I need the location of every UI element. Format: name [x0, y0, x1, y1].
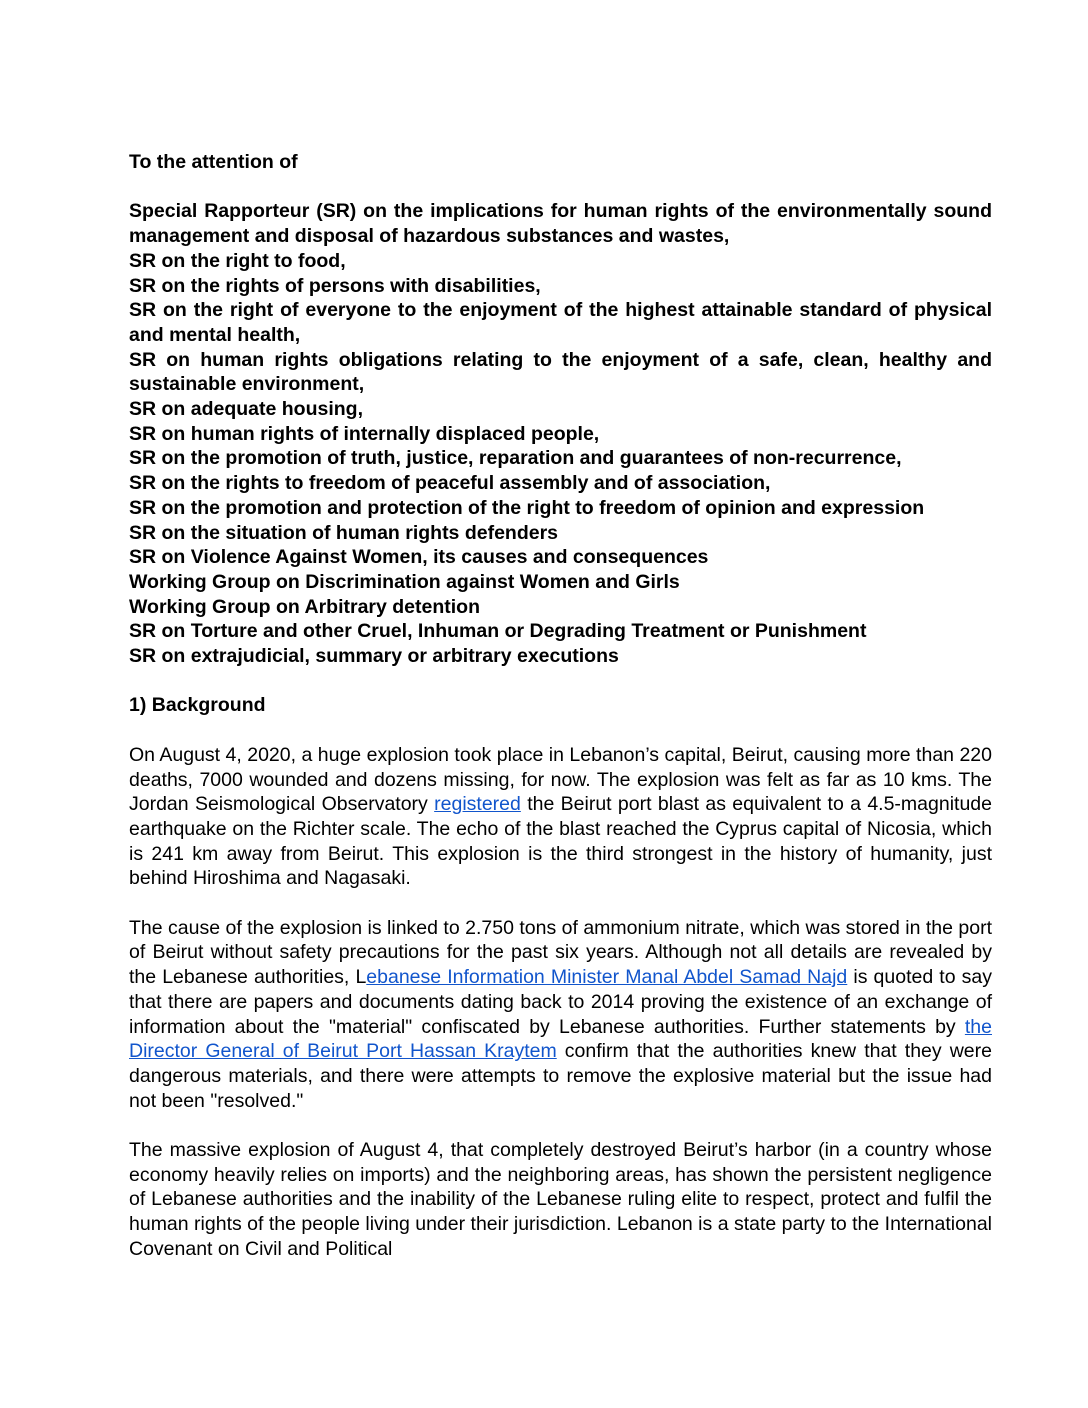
inline-link[interactable]: ebanese Information Minister Manal Abdel Samad Najd	[366, 966, 848, 989]
body-paragraph	[129, 743, 992, 891]
paragraph-text: is quoted to say that there are papers and documents dating back to 2014 proving the existence of an exchange of information about the "material" confiscated by Lebanese authorities. Further statements by	[129, 966, 992, 1038]
recipient-line: Working Group on Arbitrary detention	[129, 595, 480, 618]
recipient-line: SR on the right of everyone to the enjoyment of the highest attainable standard of physical and mental health,	[129, 299, 992, 346]
recipient-line: SR on extrajudicial, summary or arbitrary executions	[129, 645, 619, 668]
body-paragraphs	[129, 743, 992, 1262]
salutation: To the attention of	[129, 151, 298, 173]
recipient-line: SR on the rights to freedom of peaceful assembly and of association,	[129, 472, 771, 495]
recipient-line: SR on the right to food,	[129, 249, 346, 272]
paragraph-text: confirm that the authorities knew that they were dangerous materials, and there were attempts to remove the explosive material but the issue had not been "resolved."	[129, 1040, 992, 1112]
recipient-line: SR on the promotion of truth, justice, reparation and guarantees of non-recurrence,	[129, 447, 902, 470]
recipient-line: SR on the promotion and protection of the right to freedom of opinion and expression	[129, 496, 925, 519]
recipient-line: SR on the situation of human rights defenders	[129, 521, 559, 544]
recipient-line: Working Group on Discrimination against Women and Girls	[129, 570, 680, 593]
section-heading: 1) Background	[129, 694, 266, 717]
body-paragraph	[129, 916, 992, 1114]
recipients-list	[129, 199, 992, 668]
paragraph-text: the Beirut port blast as equivalent to a 4.5-magnitude earthquake on the Richter scale. The echo of the blast reached the Cyprus capital of Nicosia, which is 241 km away from Beirut. This explosion is the third strongest in the history of humanity, just behind Hiroshima and Nagasaki.	[129, 793, 992, 890]
recipient-line: SR on the rights of persons with disabilities,	[129, 274, 541, 297]
body-paragraph	[129, 1138, 992, 1262]
inline-link[interactable]: the Director General of Beirut Port Hassan Kraytem	[129, 1015, 992, 1063]
recipient-line: SR on human rights of internally displaced people,	[129, 422, 600, 445]
paragraph-text: The cause of the explosion is linked to 2.750 tons of ammonium nitrate, which was stored in the port of Beirut without safety precautions for the past six years. Although not all details are revealed by the Lebanese authorities, L	[129, 916, 992, 989]
recipient-line: Special Rapporteur (SR) on the implications for human rights of the environmentally sound management and disposal of hazardous substances and wastes,	[129, 200, 992, 248]
paragraph-text: The massive explosion of August 4, that completely destroyed Beirut’s harbor (in a country whose economy heavily relies on imports) and the neighboring areas, has shown the persistent negligence of Lebanese authorities and the inability of the Lebanese ruling elite to respect, protect and fulfil the human rights of the people living under their jurisdiction. Lebanon is a state party to the International Covenant on Civil and Political	[129, 1139, 992, 1260]
recipient-line: SR on Torture and other Cruel, Inhuman or Degrading Treatment or Punishment	[129, 620, 867, 643]
recipient-line: SR on human rights obligations relating to the enjoyment of a safe, clean, healthy and sustainable environment,	[129, 348, 992, 396]
recipient-line: SR on adequate housing,	[129, 398, 364, 421]
recipient-line: SR on Violence Against Women, its causes and consequences	[129, 546, 709, 569]
paragraph-text: On August 4, 2020, a huge explosion took place in Lebanon’s capital, Beirut, causing more than 220 deaths, 7000 wounded and dozens missing, for now. The explosion was felt as far as 10 kms. The Jordan Seismological Observatory	[129, 743, 992, 816]
inline-link[interactable]: registered	[434, 793, 521, 816]
